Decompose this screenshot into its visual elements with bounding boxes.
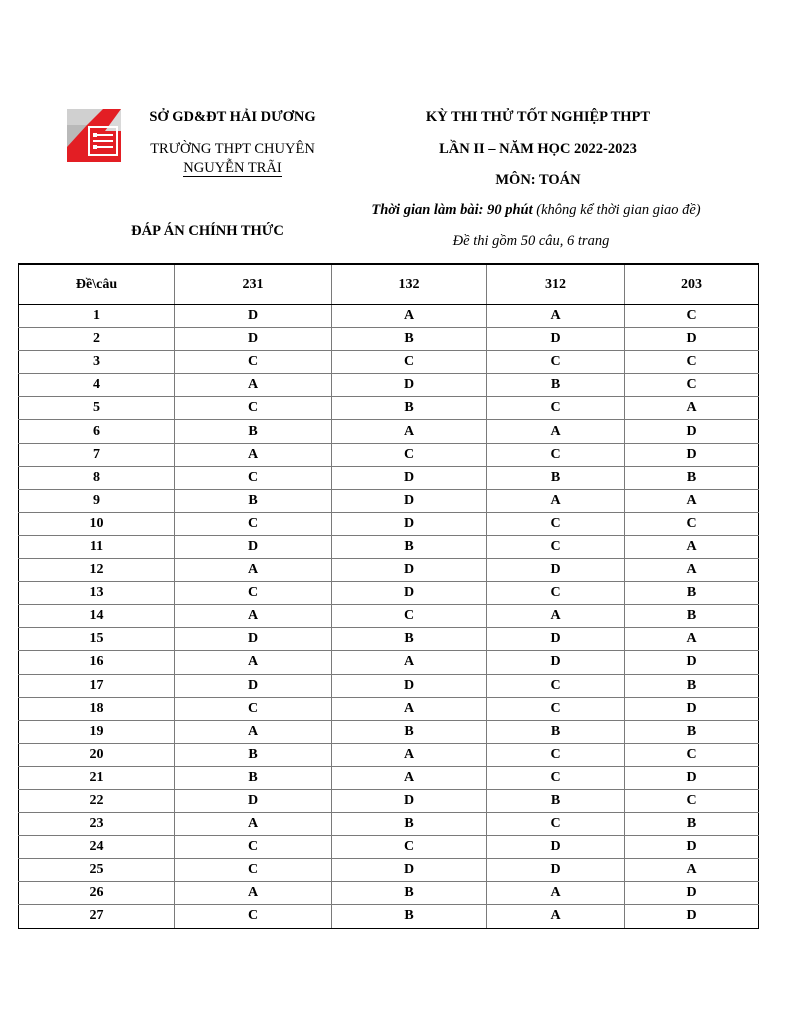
table-row bbox=[19, 443, 759, 466]
answer-cell: C bbox=[487, 743, 625, 766]
answer-cell: A bbox=[487, 305, 625, 328]
answer-cell: B bbox=[487, 466, 625, 489]
table-row bbox=[19, 720, 759, 743]
answer-cell: C bbox=[487, 582, 625, 605]
answer-cell: A bbox=[625, 859, 759, 882]
question-number-cell: 25 bbox=[19, 859, 175, 882]
table-row bbox=[19, 582, 759, 605]
time-note: (không kể thời gian giao đề) bbox=[532, 202, 701, 218]
answer-cell: C bbox=[625, 351, 759, 374]
answer-cell: C bbox=[625, 512, 759, 535]
answer-cell: D bbox=[332, 674, 487, 697]
answer-cell: B bbox=[332, 882, 487, 905]
table-row bbox=[19, 420, 759, 443]
answer-cell: B bbox=[175, 420, 332, 443]
answer-rows bbox=[19, 305, 759, 929]
answer-cell: D bbox=[175, 305, 332, 328]
answer-cell: D bbox=[175, 628, 332, 651]
answer-cell: C bbox=[175, 397, 332, 420]
question-number-cell: 2 bbox=[19, 328, 175, 351]
answer-key-title: ĐÁP ÁN CHÍNH THỨC bbox=[131, 223, 284, 239]
answer-cell: D bbox=[487, 859, 625, 882]
question-number-cell: 8 bbox=[19, 466, 175, 489]
answer-cell: D bbox=[332, 466, 487, 489]
answer-cell: C bbox=[175, 582, 332, 605]
table-row bbox=[19, 766, 759, 789]
answer-cell: D bbox=[332, 789, 487, 812]
answer-cell: A bbox=[175, 559, 332, 582]
table-row bbox=[19, 836, 759, 859]
table-row bbox=[19, 651, 759, 674]
answer-cell: D bbox=[625, 651, 759, 674]
question-number-cell: 16 bbox=[19, 651, 175, 674]
answer-cell: B bbox=[332, 720, 487, 743]
table-row bbox=[19, 374, 759, 397]
answer-cell: A bbox=[175, 605, 332, 628]
question-number-cell: 5 bbox=[19, 397, 175, 420]
school-logo-icon bbox=[67, 109, 121, 162]
time-label: Thời gian làm bài: 90 phút bbox=[371, 202, 533, 218]
school-name-line2 bbox=[130, 160, 335, 177]
answer-cell: C bbox=[332, 351, 487, 374]
answer-key-table bbox=[18, 263, 759, 929]
answer-cell: A bbox=[332, 651, 487, 674]
exam-round: LẦN II – NĂM HỌC 2022-2023 bbox=[439, 141, 637, 157]
answer-cell: C bbox=[487, 443, 625, 466]
answer-cell: C bbox=[487, 697, 625, 720]
answer-cell: C bbox=[625, 305, 759, 328]
answer-cell: D bbox=[625, 882, 759, 905]
answer-cell: A bbox=[175, 651, 332, 674]
answer-cell: A bbox=[487, 905, 625, 928]
answer-cell: B bbox=[487, 789, 625, 812]
answer-cell: A bbox=[175, 882, 332, 905]
table-row bbox=[19, 466, 759, 489]
answer-cell: A bbox=[175, 813, 332, 836]
answer-cell: D bbox=[332, 859, 487, 882]
answer-cell: D bbox=[175, 674, 332, 697]
answer-cell: D bbox=[625, 697, 759, 720]
answer-cell: D bbox=[332, 512, 487, 535]
answer-cell: D bbox=[487, 836, 625, 859]
table-row bbox=[19, 743, 759, 766]
question-number-cell: 4 bbox=[19, 374, 175, 397]
answer-cell: A bbox=[175, 720, 332, 743]
answer-cell: C bbox=[332, 836, 487, 859]
answer-cell: D bbox=[625, 328, 759, 351]
table-row bbox=[19, 905, 759, 928]
answer-cell: D bbox=[487, 628, 625, 651]
answer-cell: C bbox=[625, 789, 759, 812]
question-number-cell: 15 bbox=[19, 628, 175, 651]
answer-cell: C bbox=[175, 466, 332, 489]
answer-cell: A bbox=[175, 374, 332, 397]
question-number-cell: 12 bbox=[19, 559, 175, 582]
answer-cell: C bbox=[487, 512, 625, 535]
answer-cell: B bbox=[487, 374, 625, 397]
question-number-cell: 10 bbox=[19, 512, 175, 535]
question-number-cell: 22 bbox=[19, 789, 175, 812]
table-row bbox=[19, 697, 759, 720]
answer-cell: C bbox=[625, 374, 759, 397]
answer-cell: D bbox=[625, 766, 759, 789]
table-row bbox=[19, 628, 759, 651]
answer-cell: B bbox=[625, 813, 759, 836]
answer-cell: C bbox=[487, 397, 625, 420]
answer-cell: D bbox=[625, 443, 759, 466]
answer-cell: B bbox=[332, 328, 487, 351]
answer-cell: A bbox=[487, 882, 625, 905]
table-row bbox=[19, 605, 759, 628]
question-number-cell: 17 bbox=[19, 674, 175, 697]
answer-cell: A bbox=[332, 420, 487, 443]
question-number-cell: 20 bbox=[19, 743, 175, 766]
question-number-cell: 14 bbox=[19, 605, 175, 628]
answer-cell: A bbox=[175, 443, 332, 466]
table-row bbox=[19, 813, 759, 836]
answer-cell: C bbox=[487, 813, 625, 836]
answer-cell: A bbox=[487, 605, 625, 628]
answer-cell: D bbox=[625, 836, 759, 859]
answer-cell: A bbox=[625, 628, 759, 651]
answer-cell: D bbox=[487, 328, 625, 351]
question-number-cell: 18 bbox=[19, 697, 175, 720]
answer-cell: A bbox=[332, 305, 487, 328]
department-name: SỞ GD&ĐT HẢI DƯƠNG bbox=[149, 109, 316, 125]
answer-cell: B bbox=[487, 720, 625, 743]
school-name-line2-text: NGUYỄN TRÃI bbox=[183, 160, 282, 176]
answer-cell: C bbox=[332, 443, 487, 466]
table-row bbox=[19, 512, 759, 535]
question-number-cell: 21 bbox=[19, 766, 175, 789]
answer-cell: B bbox=[625, 582, 759, 605]
answer-cell: C bbox=[487, 351, 625, 374]
answer-cell: A bbox=[625, 397, 759, 420]
question-number-cell: 11 bbox=[19, 535, 175, 558]
question-number-cell: 24 bbox=[19, 836, 175, 859]
answer-cell: C bbox=[487, 535, 625, 558]
answer-cell: D bbox=[332, 582, 487, 605]
answer-cell: B bbox=[625, 674, 759, 697]
answer-cell: C bbox=[175, 351, 332, 374]
table-header-row bbox=[19, 264, 759, 305]
question-number-cell: 3 bbox=[19, 351, 175, 374]
answer-cell: B bbox=[332, 397, 487, 420]
column-header: 132 bbox=[332, 264, 487, 305]
exam-info: Đề thi gồm 50 câu, 6 trang bbox=[452, 233, 610, 249]
question-number-cell: 13 bbox=[19, 582, 175, 605]
table-row bbox=[19, 328, 759, 351]
answer-cell: B bbox=[625, 466, 759, 489]
answer-cell: D bbox=[625, 420, 759, 443]
answer-cell: C bbox=[487, 674, 625, 697]
answer-cell: A bbox=[487, 420, 625, 443]
question-number-cell: 26 bbox=[19, 882, 175, 905]
table-row bbox=[19, 789, 759, 812]
question-number-cell: 7 bbox=[19, 443, 175, 466]
table-row bbox=[19, 351, 759, 374]
answer-cell: A bbox=[625, 489, 759, 512]
question-number-cell: 6 bbox=[19, 420, 175, 443]
answer-cell: C bbox=[175, 836, 332, 859]
answer-cell: D bbox=[175, 328, 332, 351]
question-number-cell: 23 bbox=[19, 813, 175, 836]
answer-cell: A bbox=[625, 559, 759, 582]
answer-cell: B bbox=[625, 720, 759, 743]
table-row bbox=[19, 674, 759, 697]
answer-cell: C bbox=[175, 512, 332, 535]
school-name-line1: TRƯỜNG THPT CHUYÊN bbox=[150, 141, 315, 157]
answer-cell: A bbox=[332, 697, 487, 720]
answer-cell: B bbox=[175, 766, 332, 789]
answer-cell: B bbox=[625, 605, 759, 628]
answer-cell: C bbox=[175, 697, 332, 720]
answer-cell: B bbox=[175, 489, 332, 512]
table-row bbox=[19, 882, 759, 905]
answer-cell: B bbox=[332, 905, 487, 928]
answer-cell: C bbox=[332, 605, 487, 628]
question-number-cell: 19 bbox=[19, 720, 175, 743]
question-number-cell: 9 bbox=[19, 489, 175, 512]
table-row bbox=[19, 489, 759, 512]
table-row bbox=[19, 859, 759, 882]
answer-cell: D bbox=[487, 559, 625, 582]
answer-cell: A bbox=[332, 766, 487, 789]
exam-title: KỲ THI THỬ TỐT NGHIỆP THPT bbox=[425, 109, 651, 125]
answer-cell: B bbox=[332, 813, 487, 836]
answer-cell: C bbox=[175, 859, 332, 882]
question-number-cell: 27 bbox=[19, 905, 175, 928]
subject: MÔN: TOÁN bbox=[495, 172, 581, 188]
question-number-cell: 1 bbox=[19, 305, 175, 328]
answer-cell: A bbox=[487, 489, 625, 512]
answer-cell: A bbox=[625, 535, 759, 558]
answer-cell: D bbox=[332, 559, 487, 582]
table-row bbox=[19, 535, 759, 558]
table-row bbox=[19, 305, 759, 328]
answer-cell: D bbox=[332, 489, 487, 512]
answer-cell: D bbox=[175, 535, 332, 558]
answer-cell: D bbox=[175, 789, 332, 812]
table-row bbox=[19, 559, 759, 582]
column-header: Đề\câu bbox=[19, 264, 175, 305]
answer-cell: B bbox=[175, 743, 332, 766]
column-header: 231 bbox=[175, 264, 332, 305]
answer-cell: B bbox=[332, 628, 487, 651]
table-row bbox=[19, 397, 759, 420]
answer-cell: C bbox=[625, 743, 759, 766]
answer-cell: A bbox=[332, 743, 487, 766]
column-header: 312 bbox=[487, 264, 625, 305]
answer-cell: B bbox=[332, 535, 487, 558]
answer-cell: D bbox=[625, 905, 759, 928]
answer-cell: C bbox=[487, 766, 625, 789]
answer-cell: D bbox=[487, 651, 625, 674]
answer-cell: D bbox=[332, 374, 487, 397]
answer-cell: C bbox=[175, 905, 332, 928]
time-line bbox=[340, 202, 732, 219]
column-header: 203 bbox=[625, 264, 759, 305]
